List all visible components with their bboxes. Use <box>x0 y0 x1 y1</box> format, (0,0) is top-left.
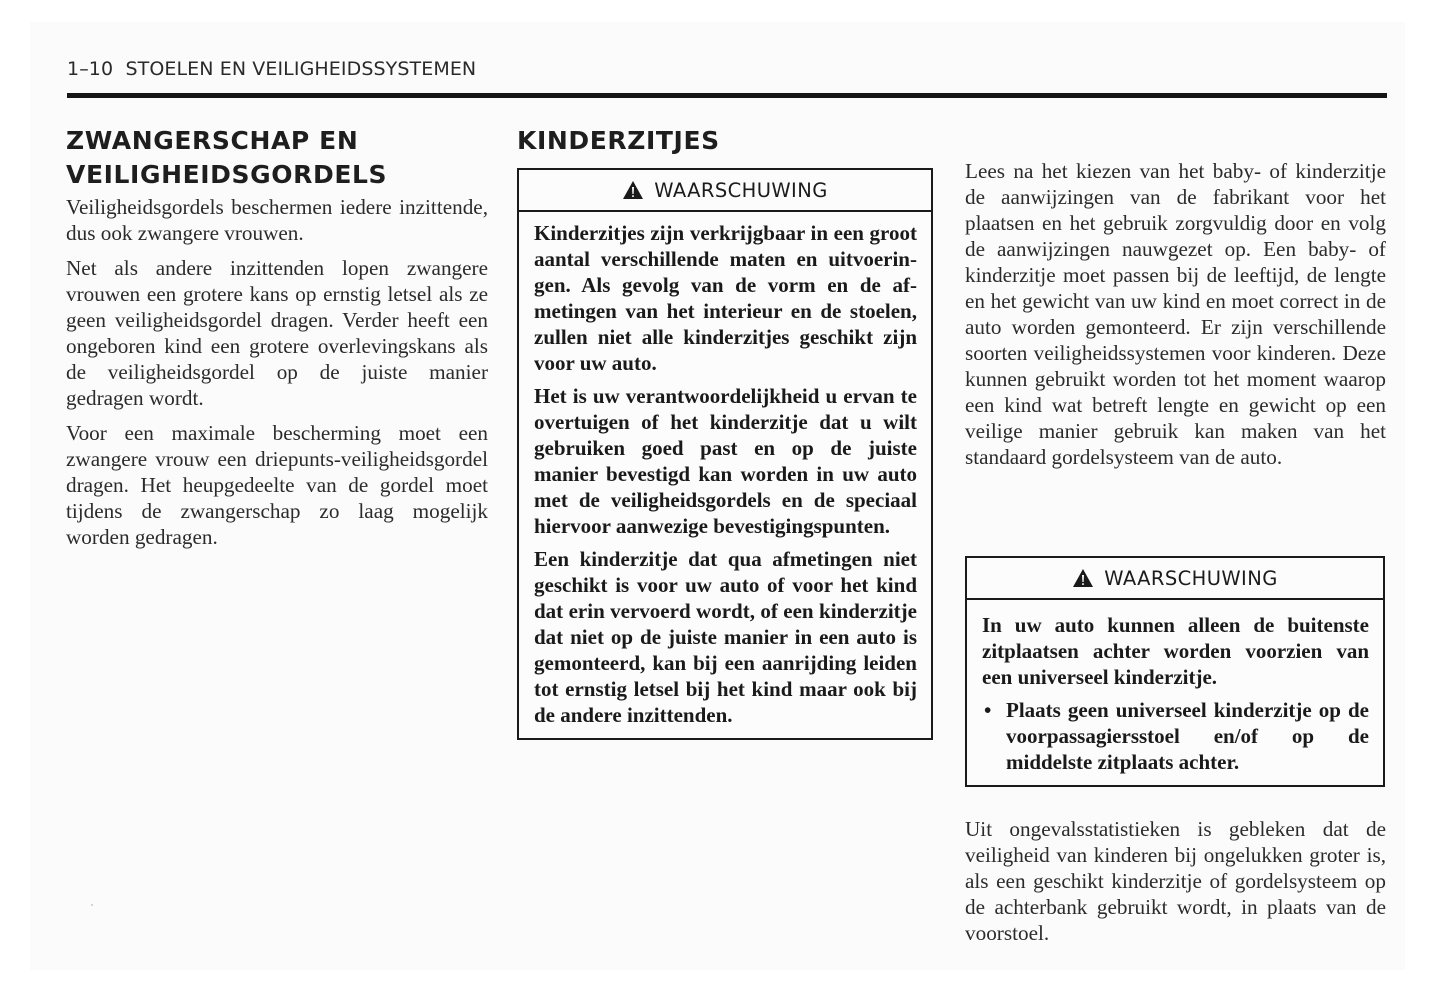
section-child-seats <box>517 124 933 740</box>
warning-body <box>967 600 1383 785</box>
heading-line-2: VEILIGHEIDSGORDELS <box>66 160 388 189</box>
warning-header <box>967 558 1383 600</box>
paragraph: Net als andere inzittenden lopen zwangere vrouwen een grotere kans op ernstig letsel als ze geen veiligheidsgordel dragen. Verder heeft een ongeboren kind een grotere overlevingskans als de veiligheidsgordel op de juiste manier gedragen wordt. <box>66 256 488 410</box>
warning-triangle-icon <box>1072 568 1094 588</box>
warning-box <box>965 556 1385 787</box>
warning-paragraph: Het is uw verantwoordelijkheid u ervan te overtuigen of het kinderzitje dat u wilt gebruiken goed past en op de juiste manier bevestigd kan worden in uw auto met de veiligheidsgordels en de speciaal hiervoor aanwezige bevestigingspunten. <box>534 384 917 538</box>
paragraph: Veiligheidsgordels beschermen iedere inzittende, dus ook zwangere vrouwen. <box>66 195 488 245</box>
warning-paragraph: Een kinderzitje dat qua afmetingen niet geschikt is voor uw auto of voor het kind dat erin vervoerd wordt, of een kinderzitje dat niet op de juiste manier in een auto is gemonteerd, kan bij een aanrijding leiden tot ernstig letsel bij het kind maar ook bij de andere inzittenden. <box>534 547 917 727</box>
section-heading-pregnancy <box>66 124 488 192</box>
statistics-note <box>965 816 1386 955</box>
paragraph: Lees na het kiezen van het baby- of kinderzitje de aanwijzingen van de fabrikant voor het plaatsen en het gebruik zorgvuldig door en volg de aanwijzingen nauwgezet op. Een baby- of kinderzitje moet passen bij de leeftijd, de lengte en het gewicht van uw kind en moet correct in de auto worden gemonteerd. Er zijn verschillende soorten veiligheidssystemen voor kinderen. Deze kunnen gebruikt worden tot het moment waarop een kind wat betreft lengte en gewicht op een veilige manier gebruik kan maken van het standaard gordelsysteem van de auto. <box>965 159 1386 469</box>
warning-triangle-icon <box>622 180 644 200</box>
page-number: 1–10 <box>67 58 114 80</box>
chapter-title: STOELEN EN VEILIGHEIDSSYSTEMEN <box>125 58 477 80</box>
heading-line-1: ZWANGERSCHAP EN <box>66 126 359 155</box>
section-pregnancy <box>66 124 488 559</box>
warning-header <box>519 170 931 212</box>
warning-paragraph: In uw auto kunnen alleen de buitenste zitplaatsen achter worden voorzien van een universeel kinderzitje. <box>982 613 1369 689</box>
warning-title: WAARSCHUWING <box>654 178 828 202</box>
scan-speck <box>91 904 93 906</box>
warning-bullet-list <box>982 697 1369 775</box>
header-rule <box>67 93 1387 98</box>
warning-bullet-item <box>982 697 1369 775</box>
section-heading-child-seats: KINDERZITJES <box>517 126 720 155</box>
bullet-text: Plaats geen universeel kinderzitje op de voorpassagiersstoel en/of op de middelste zitplaats achter. <box>1006 698 1369 774</box>
warning-paragraph: Kinderzitjes zijn verkrijgbaar in een groot aantal verschillende maten en uitvoeringen. Als gevolg van de vorm en de afmetingen van het interieur en de stoelen, zullen niet alle kinderzitjes geschikt zijn voor uw auto. <box>534 221 917 375</box>
warning-body <box>519 212 931 738</box>
paragraph: Uit ongevalsstatistieken is gebleken dat de veiligheid van kinderen bij ongelukken groter is, als een geschikt kinderzitje of gordelsysteem op de achterbank gebruikt wordt, in plaats van de voorstoel. <box>965 817 1386 945</box>
child-seat-instructions <box>965 158 1386 479</box>
running-header <box>67 58 476 80</box>
paragraph: Voor een maximale bescherming moet een zwangere vrouw een driepunts-veiligheidsgordel dragen. Het heupgedeelte van de gordel moet tijdens de zwangerschap zo laag mogelijk worden gedragen. <box>66 421 488 549</box>
warning-title: WAARSCHUWING <box>1104 566 1278 590</box>
bullet-icon: • <box>984 698 992 722</box>
warning-box <box>517 168 933 740</box>
